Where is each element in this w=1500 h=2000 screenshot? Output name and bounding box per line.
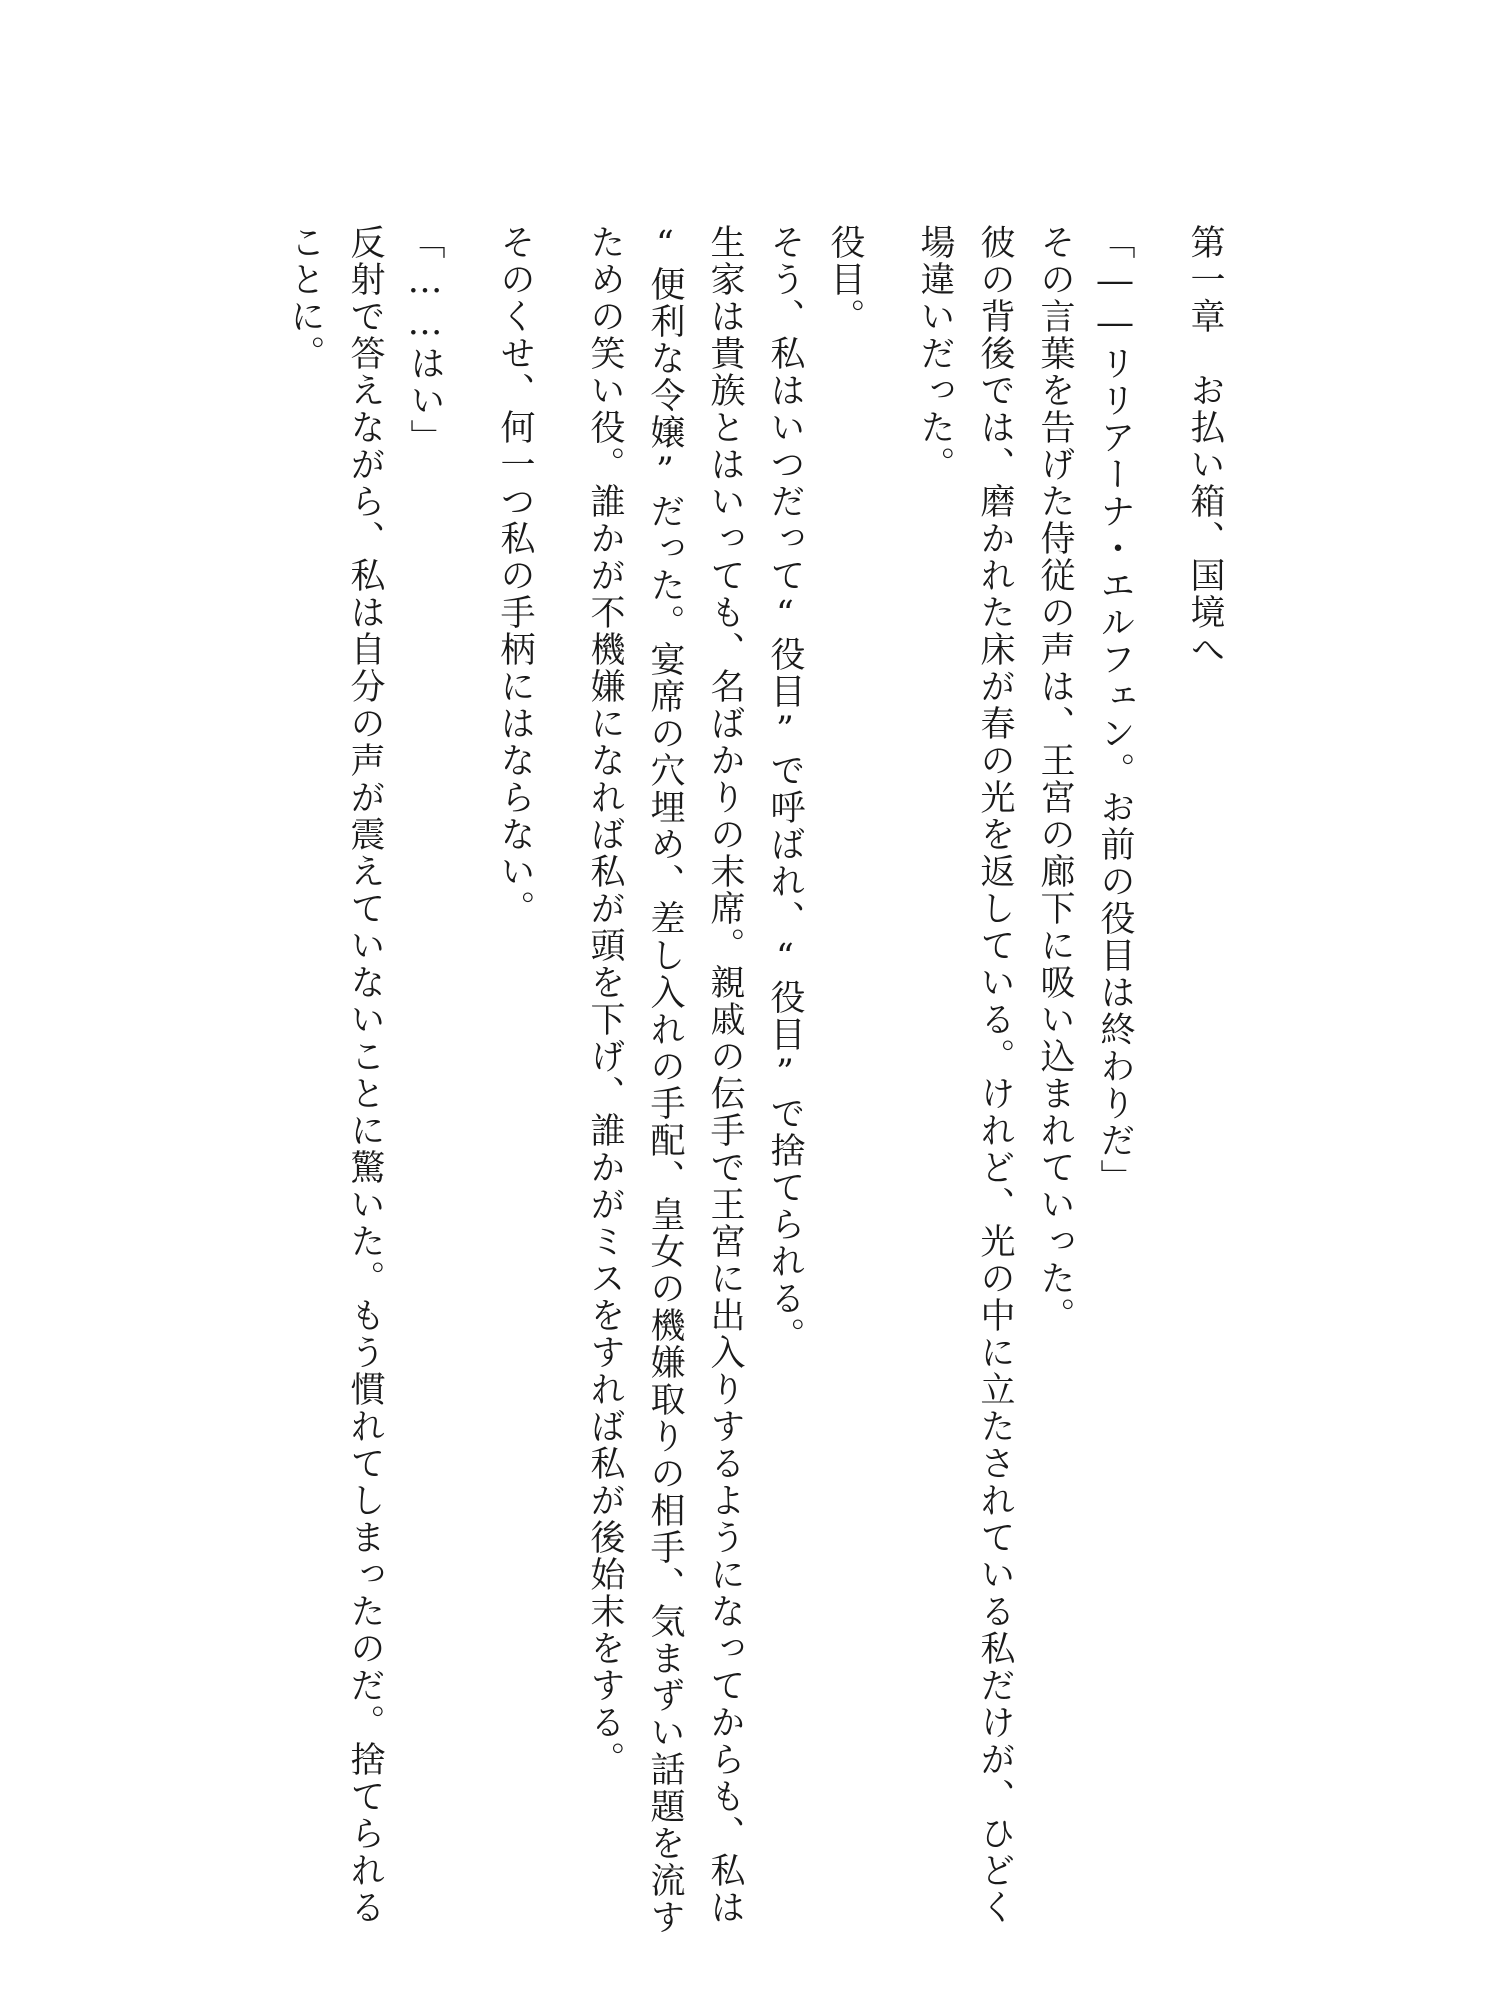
- text-line-13: ことに。: [285, 224, 325, 372]
- text-line-7: 生家は貴族とはいっても、名ばかりの末席。親戚の伝手で王宮に出入りするようになってからも、私は: [705, 224, 745, 1926]
- text-line-6: そう、私はいつだって“役目”で呼ばれ、“役目”で捨てられる。: [765, 224, 805, 1354]
- text-line-5: 役目。: [825, 224, 865, 335]
- text-line-11: 「……はい」: [405, 224, 445, 456]
- text-line-10: そのくせ、何一つ私の手柄にはならない。: [495, 224, 535, 927]
- text-line-3: 彼の背後では、磨かれた床が春の光を返している。けれど、光の中に立たされている私だけが、ひどく: [975, 224, 1015, 1926]
- text-line-9: ための笑い役。誰かが不機嫌になれば私が頭を下げ、誰かがミスをすれば私が後始末をする。: [585, 224, 625, 1778]
- text-line-1: 「――リリアーナ・エルフェン。お前の役目は終わりだ」: [1095, 224, 1135, 1196]
- text-line-8: “便利な令嬢”だった。宴席の穴埋め、差し入れの手配、皇女の機嫌取りの相手、気まずい話題を流す: [645, 224, 685, 1936]
- chapter-heading: 第一章 お払い箱、国境へ: [1185, 224, 1225, 668]
- text-line-12: 反射で答えながら、私は自分の声が震えていないことに驚いた。もう慣れてしまったのだ。捨てられる: [345, 224, 385, 1926]
- text-line-2: その言葉を告げた侍従の声は、王宮の廊下に吸い込まれていった。: [1035, 224, 1075, 1334]
- text-line-4: 場違いだった。: [915, 224, 955, 483]
